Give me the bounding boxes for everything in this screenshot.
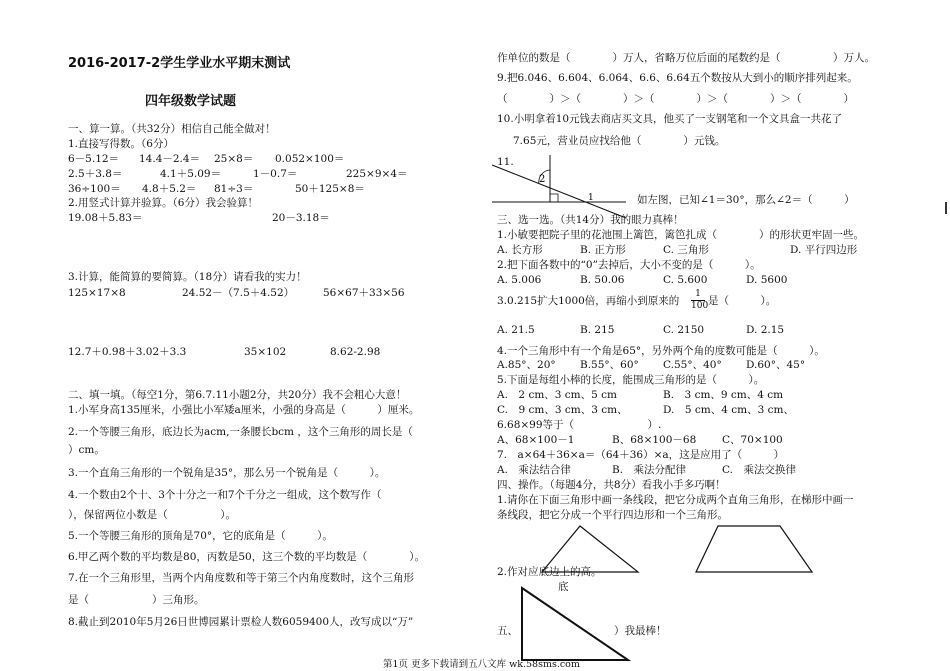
calc-item: 2.5＋3.8＝ — [68, 168, 123, 180]
choice-option: B. 50.06 — [580, 274, 625, 286]
fill-question-3: 3.一个直角三角形的一个锐角是35°，那么另一个锐角是（ ）。 — [68, 467, 386, 479]
page-edge-mark — [945, 202, 947, 214]
trapezoid-figure — [694, 524, 814, 574]
fill-question-9-order: （ ）＞（ ）＞（ ）＞（ ）＞（ ） — [497, 93, 854, 105]
page-footer: 第1页 更多下载请到五八文库 wk.58sms.com — [383, 659, 580, 670]
choice-option: B.55°、60° — [580, 359, 639, 371]
angle1-label: 1 — [588, 193, 594, 203]
fill-question-2: 2.一个等腰三角形，底边长为acm,一条腰长bcm ，这个三角形的周长是（ — [68, 426, 413, 438]
choice-question-6: 6.68×99等于（ ）. — [497, 419, 662, 431]
section2-heading: 二、填一填。（每空1分，第6.7.11小题2分，共20分）我不会粗心大意！ — [68, 389, 407, 401]
section1-part1-label: 1.直接写得数。（6分） — [68, 138, 174, 150]
choice-option: A. 5.006 — [497, 274, 542, 286]
operation-question-2: 2.作对应底边上的高。 — [497, 566, 602, 578]
choice-option: D. 5 cm、4 cm、3 cm、 — [663, 404, 794, 416]
choice-option: C. 9 cm、3 cm、3 cm、 — [497, 404, 628, 416]
choice-question-7: 7. a×64＋36×a＝（64＋36）×a，这是应用了（ ） — [497, 449, 785, 461]
choice-option: C.55°、40° — [663, 359, 722, 371]
choice-option: B. 3 cm、9 cm、4 cm — [663, 389, 784, 401]
choice-option: B. 正方形 — [580, 244, 626, 256]
angle2-label: 2 — [539, 174, 546, 185]
choice-option: B. 215 — [580, 324, 615, 336]
fill-question-10-cont: 7.65元，营业员应找给他（ ）元钱。 — [513, 135, 726, 147]
choice-option: A. 乘法结合律 — [497, 464, 571, 476]
choice-option: B、68×100－68 — [612, 434, 697, 446]
fill-question-7-cont: 是（ ）三角形。 — [68, 594, 205, 606]
choice-option: C. 5.600 — [663, 274, 708, 286]
base-label: 底 — [558, 581, 569, 593]
fill-question-10: 10.小明拿着10元钱去商店买文具，他买了一支钢笔和一个文具盒一共花了 — [497, 113, 843, 125]
choice-option: A.85°、20° — [497, 359, 556, 371]
calc-item: 14.4－2.4＝ — [139, 153, 201, 165]
choice-option: D.60°、45° — [746, 359, 806, 371]
calc-item: 225×9×4＝ — [346, 168, 408, 180]
choice-option: D. 5600 — [746, 274, 788, 286]
choice-option: A. 2 cm、3 cm、5 cm — [497, 389, 617, 401]
simplify-item: 8.62-2.98 — [330, 346, 381, 358]
calc-item: 1－0.7＝ — [253, 168, 298, 180]
section1-part3-label: 3.计算，能简算的要简算。（18分）请看我的实力！ — [68, 271, 307, 283]
fraction-one-hundredth — [691, 289, 709, 311]
section5-heading-start: 五、 — [497, 625, 518, 637]
operation-question-1: 1.请你在下面三角形中画一条线段，把它分成两个直角三角形，在梯形中画一 — [497, 494, 854, 506]
choice-question-3: 3.0.215扩大1000倍，再缩小到原来的 — [497, 295, 680, 307]
choice-option: C. 乘法交换律 — [722, 464, 796, 476]
operation-question-1-cont: 条线段，把它分成一个平行四边形和一个三角形。 — [497, 509, 728, 521]
section5-heading-end: ）我最棒！ — [614, 625, 667, 637]
calc-item: 36÷100＝ — [68, 183, 121, 195]
fill-question-5: 5.一个等腰三角形的顶角是70°，它的底角是（ ）。 — [68, 530, 333, 542]
fill-question-4-cont: ），保留两位小数是（ ）。 — [68, 509, 236, 521]
right-angle-mark — [550, 194, 558, 202]
fill-question-7: 7.在一个三角形里，当两个内角度数和等于第三个内角度数时，这个三角形 — [68, 572, 415, 584]
choice-question-4: 4.一个三角形中有一个角是65°，另外两个角的度数可能是（ ）。 — [497, 345, 825, 357]
choice-question-2: 2.把下面各数中的“0”去掉后，大小不变的是（ ）。 — [497, 259, 761, 271]
choice-option: C. 三角形 — [663, 244, 709, 256]
fill-question-1: 1.小军身高135厘米，小强比小军矮a厘米，小强的身高是（ ）厘米。 — [68, 404, 420, 416]
choice-option: D. 平行四边形 — [790, 244, 858, 256]
fraction-numerator: 1 — [695, 289, 701, 299]
fill-question-11: 如左图，已知∠1＝30°，那么∠2＝（ ） — [637, 194, 855, 206]
section3-heading: 三、选一选。（共14分）我的眼力真棒！ — [497, 214, 684, 226]
choice-option: A. 长方形 — [497, 244, 543, 256]
choice-option: A. 21.5 — [497, 324, 535, 336]
simplify-item: 56×67＋33×56 — [323, 287, 405, 299]
calc-item: 0.052×100＝ — [275, 153, 345, 165]
section1-part2-label: 2.用竖式计算并验算。（6分）我会验算！ — [68, 197, 258, 209]
calc-item: 81÷3＝ — [214, 183, 254, 195]
choice-question-3-cont: 是（ ）。 — [708, 295, 777, 307]
fill-question-8-cont: 作单位的数是（ ）万人，省略万位后面的尾数约是（ ）万人。 — [497, 52, 875, 64]
simplify-item: 35×102 — [244, 346, 287, 358]
vertical-calc-item: 20－3.18＝ — [272, 212, 330, 224]
simplify-item: 12.7＋0.98＋3.02＋3.3 — [68, 346, 187, 358]
choice-question-5: 5.下面是每组小棒的长度，能围成三角形的是（ ）。 — [497, 374, 765, 386]
right-triangle-shape — [522, 588, 628, 660]
fill-question-6: 6.甲乙两个数的平均数是80，丙数是50，这三个数的平均数是（ ）。 — [68, 551, 425, 563]
calc-item: 25×8＝ — [214, 153, 254, 165]
choice-option: B. 乘法分配律 — [612, 464, 687, 476]
choice-option: C、70×100 — [722, 434, 783, 446]
right-triangle-figure — [518, 586, 630, 662]
exam-title: 2016-2017-2学生学业水平期末测试 — [68, 56, 291, 71]
choice-option: C. 2150 — [663, 324, 705, 336]
choice-option: A、68×100－1 — [497, 434, 575, 446]
fill-question-9: 9.把6.046、6.604、6.064、6.6、6.64五个数按从大到小的顺序排列起来。 — [497, 72, 858, 84]
angle-figure — [490, 150, 630, 220]
section1-heading: 一、算一算。（共32分）相信自己能全做对！ — [68, 123, 276, 135]
calc-item: 4.8＋5.2＝ — [142, 183, 197, 195]
choice-option: D. 2.15 — [746, 324, 785, 336]
fraction-denominator: 100 — [691, 301, 709, 311]
simplify-item: 24.52－（7.5＋4.52） — [182, 287, 295, 299]
fill-question-2-cont: ）cm。 — [68, 444, 105, 456]
section4-heading: 四、操作。（每题4分，共8分）看我小手多巧啊！ — [497, 479, 726, 491]
vertical-calc-item: 19.08＋5.83＝ — [68, 212, 143, 224]
trapezoid-shape — [696, 526, 812, 572]
choice-question-1: 1.小敏要把院子里的花池围上篱笆，篱笆扎成（ ）的形状更牢固一些。 — [497, 229, 865, 241]
fill-question-11-number: 11. — [497, 156, 514, 168]
fill-question-8: 8.截止到2010年5月26日世博园累计票检人数6059400人，改写成以“万” — [68, 616, 414, 628]
calc-item: 4.1＋5.09＝ — [160, 168, 222, 180]
calc-item: 50＋125×8＝ — [295, 183, 365, 195]
simplify-item: 125×17×8 — [68, 287, 126, 299]
calc-item: 6－5.12＝ — [68, 153, 120, 165]
fill-question-4: 4.一个数由2个十、3个十分之一和7个千分之一组成，这个数写作（ — [68, 489, 382, 501]
diagonal-line — [492, 165, 626, 218]
exam-subtitle: 四年级数学试题 — [145, 94, 237, 109]
